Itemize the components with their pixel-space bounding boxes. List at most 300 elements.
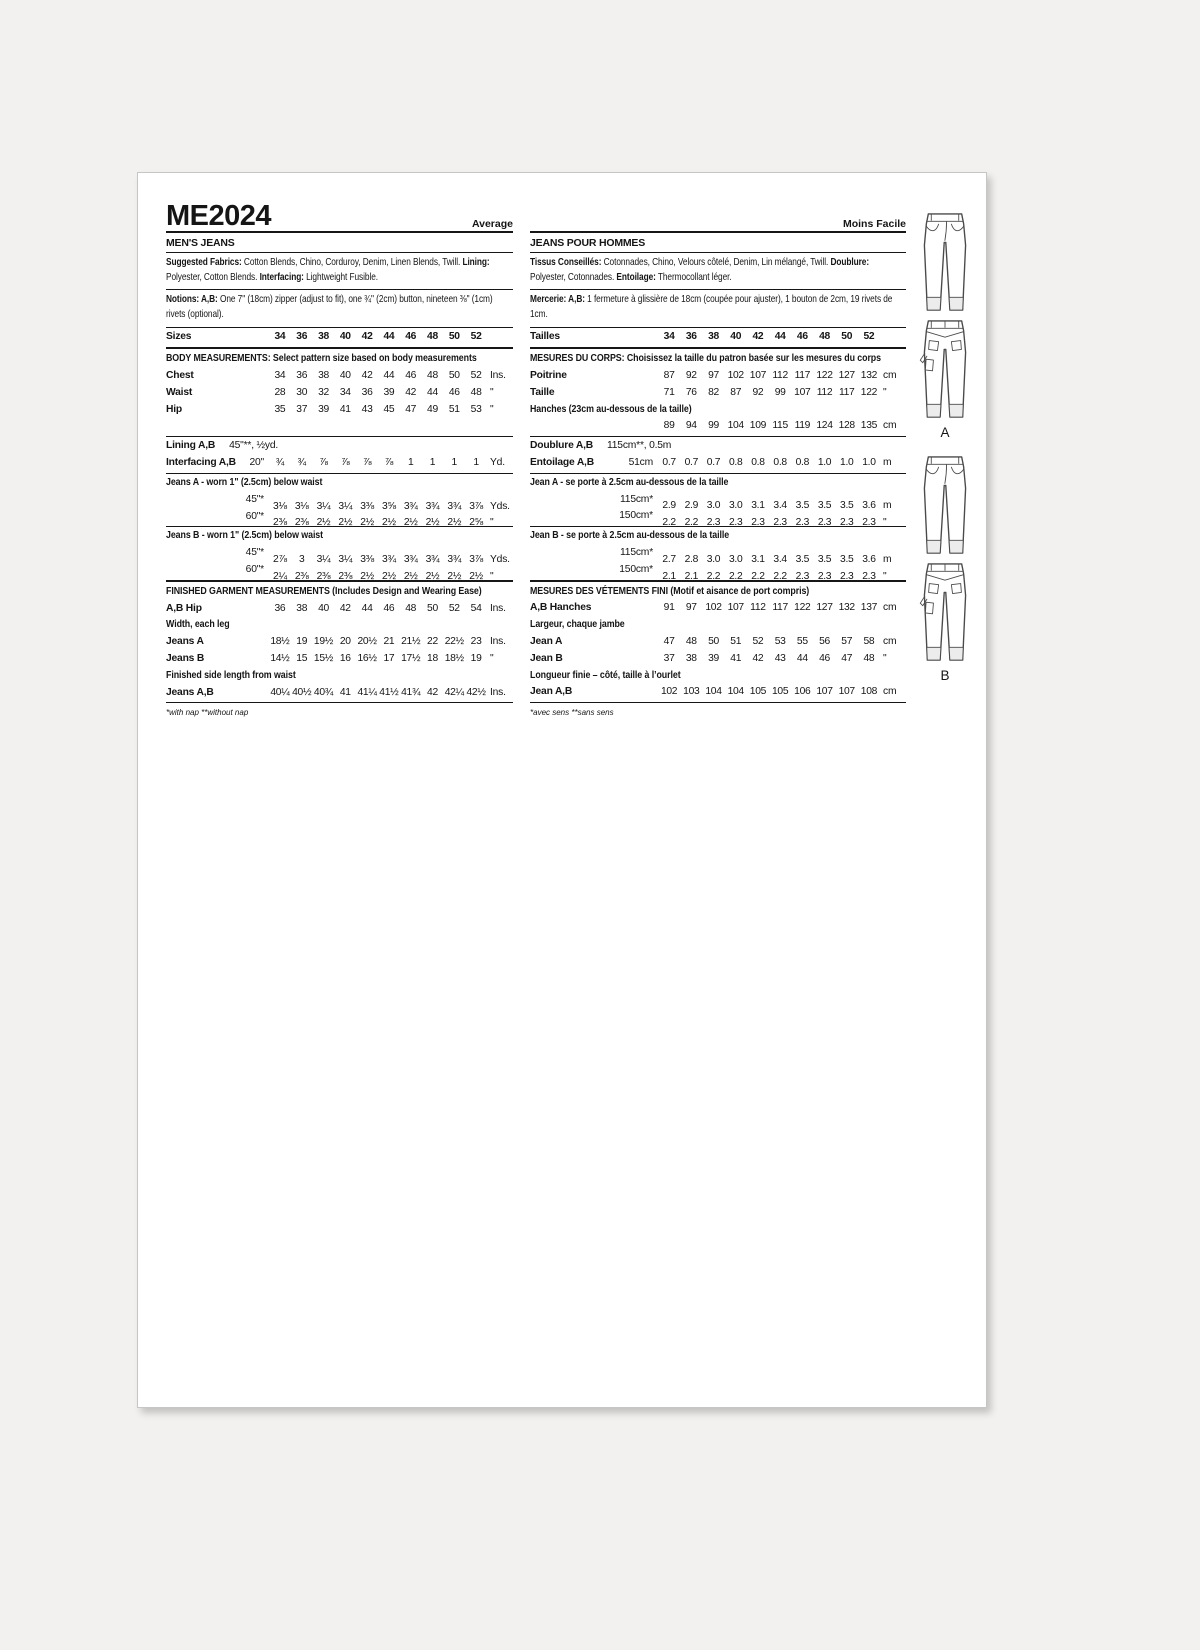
value-cell: 102 <box>727 369 744 381</box>
table-row <box>530 418 906 435</box>
value-cell: 30 <box>296 386 308 398</box>
section-title-french: JEANS POUR HOMMES <box>530 233 906 253</box>
value-cell: 2½ <box>382 570 396 582</box>
row-values <box>658 684 880 701</box>
value-cell: 19½ <box>313 636 334 648</box>
value-cell: 3⅜ <box>360 553 374 565</box>
paragraph-text <box>166 256 513 285</box>
section-heading <box>166 584 513 601</box>
section-heading-text: BODY MEASUREMENTS: Select pattern size based on body measurements <box>166 353 477 365</box>
value-cell: 3.5 <box>795 553 810 565</box>
spacer <box>166 418 513 435</box>
section-title-english: MEN'S JEANS <box>166 233 513 253</box>
row-values <box>269 329 487 346</box>
value-cell: 106 <box>794 686 811 698</box>
row-sublabel: 150cm* <box>619 563 653 575</box>
difficulty-label-english: Average <box>471 218 513 230</box>
value-cell: 3⅛ <box>294 500 309 512</box>
value-cell: 3⅛ <box>273 500 287 512</box>
value-cell: 2½ <box>403 570 418 582</box>
text-run: Entoilage: <box>616 271 656 283</box>
row-label: Jeans B <box>166 652 205 664</box>
section-heading-text: Finished side length from waist <box>166 669 296 681</box>
value-cell: 44 <box>427 386 438 398</box>
value-cell: 53 <box>470 403 482 415</box>
row-unit: " <box>490 517 494 529</box>
section-heading-text: FINISHED GARMENT MEASUREMENTS (Includes Design and Wearing Ease) <box>166 585 482 597</box>
row-values <box>269 385 487 402</box>
value-cell: 2½ <box>382 517 396 529</box>
value-cell: 55 <box>796 635 808 647</box>
pattern-number: ME2024 <box>166 200 272 232</box>
value-cell: 38 <box>318 331 329 343</box>
section-heading-text: Largeur, chaque jambe <box>530 619 625 631</box>
value-cell: 112 <box>816 386 833 398</box>
jeans-b-back-illustration <box>911 561 979 663</box>
value-cell: 40 <box>318 602 329 614</box>
row-label: Lining A,B <box>166 440 216 452</box>
value-cell: 2.9 <box>684 500 699 512</box>
value-cell: 2.2 <box>729 570 743 582</box>
value-cell: 2½ <box>447 517 462 529</box>
value-cell: 54 <box>470 602 482 614</box>
table-row <box>530 545 906 565</box>
paragraph-text <box>530 256 906 285</box>
table-row <box>166 329 513 346</box>
value-cell: 14½ <box>270 652 290 664</box>
row-label-cell <box>530 684 658 701</box>
text-run: Suggested Fabrics: <box>166 257 242 268</box>
text-run: 1 fermeture à glissière de 18cm (coupée pour ajuster), 1 bouton de 2cm, 19 rivets de 1cm. <box>530 294 893 320</box>
value-cell: 2.2 <box>706 570 721 582</box>
value-cell: 15 <box>296 652 308 664</box>
value-cell: 50 <box>448 331 460 343</box>
value-cell: 3.1 <box>751 553 765 565</box>
value-cell: 2⅜ <box>273 517 287 529</box>
value-cell: 2.2 <box>662 517 676 529</box>
value-cell: 56 <box>819 635 830 647</box>
value-cell: 104 <box>727 420 744 432</box>
value-cell: 2.3 <box>795 517 810 529</box>
row-unit: " <box>490 403 494 415</box>
row-label: Interfacing A,B <box>166 457 236 469</box>
value-cell: 52 <box>863 331 875 343</box>
value-cell: 42 <box>752 331 764 343</box>
value-cell: 36 <box>685 331 697 343</box>
row-unit: " <box>883 652 887 664</box>
value-cell: 1.0 <box>862 456 876 468</box>
english-column <box>166 199 513 717</box>
row-unit: " <box>883 517 887 529</box>
footnote: *avec sens **sans sens <box>530 708 614 718</box>
row-label-cell <box>530 385 658 402</box>
value-cell: 2.3 <box>817 570 832 582</box>
value-cell: 2⅜ <box>338 570 353 582</box>
row-label: Hip <box>166 403 182 415</box>
value-cell: 36 <box>361 386 373 398</box>
row-values <box>269 634 487 651</box>
row-unit: Ins. <box>490 636 506 648</box>
value-cell: 47 <box>405 403 417 415</box>
value-cell: 46 <box>405 369 417 381</box>
value-cell: 1 <box>429 457 436 469</box>
text-run: Interfacing: <box>259 271 304 283</box>
value-cell: ¾ <box>275 457 285 469</box>
value-cell: 44 <box>383 331 395 343</box>
row-unit: cm <box>883 686 897 698</box>
header-french <box>530 199 906 233</box>
value-cell: ⅞ <box>341 457 350 469</box>
value-cell: 40½ <box>292 686 312 698</box>
value-cell: 49 <box>427 403 438 415</box>
row-label: Jeans A <box>166 636 204 648</box>
value-cell: 2.3 <box>729 517 743 529</box>
value-cell: 41 <box>339 686 351 698</box>
row-label-cell <box>166 601 269 618</box>
value-cell: 48 <box>427 369 438 381</box>
value-cell: 40 <box>339 331 351 343</box>
value-cell: 38 <box>685 652 697 664</box>
value-cell: 41¾ <box>401 686 421 698</box>
notions-paragraph-french <box>530 290 906 326</box>
row-label-cell <box>530 455 658 472</box>
row-unit: cm <box>883 369 897 381</box>
row-unit: Yds. <box>490 553 510 565</box>
value-cell: 102 <box>660 686 678 698</box>
value-cell: 23 <box>470 636 482 648</box>
text-run: Notions: A,B: <box>166 294 218 306</box>
value-cell: 46 <box>819 652 830 664</box>
value-cell: 3.0 <box>706 500 721 512</box>
fabrics-paragraph-french <box>530 253 906 290</box>
row-sublabel: 51cm <box>628 456 653 468</box>
table-row <box>530 600 906 617</box>
value-cell: 104 <box>727 686 744 698</box>
value-cell: 34 <box>339 386 351 398</box>
table-row <box>166 492 513 512</box>
row-values <box>658 552 880 569</box>
value-cell: 2⅞ <box>273 553 287 565</box>
value-cell: 44 <box>383 369 395 381</box>
text-run: Polyester, Cotonnades. <box>530 271 617 283</box>
value-cell: 71 <box>663 386 675 398</box>
value-cell: 2½ <box>403 517 418 529</box>
value-cell: 0.7 <box>662 456 676 468</box>
value-cell: 45 <box>383 403 395 415</box>
value-cell: 108 <box>860 686 878 698</box>
value-cell: 2⅜ <box>294 517 309 529</box>
value-cell: 2.3 <box>795 570 810 582</box>
row-values <box>269 552 487 569</box>
value-cell: 2⅜ <box>316 570 331 582</box>
row-sublabel: 20" <box>249 457 264 469</box>
row-unit: Ins. <box>490 686 506 698</box>
row-label: Jean A,B <box>530 686 573 698</box>
value-cell: 47 <box>841 652 853 664</box>
fabrics-paragraph-english <box>166 253 513 290</box>
row-label-cell <box>166 509 269 526</box>
value-cell: 137 <box>860 602 878 614</box>
value-cell: 52 <box>470 331 482 343</box>
value-cell: 107 <box>838 686 855 698</box>
value-cell: 3.5 <box>840 500 854 512</box>
table-row <box>166 438 513 455</box>
value-cell: 2⅝ <box>469 517 483 529</box>
paragraph-text <box>530 293 906 322</box>
value-cell: 17½ <box>401 652 421 664</box>
value-cell: 107 <box>749 369 767 381</box>
value-cell: 92 <box>752 386 764 398</box>
value-cell: 42 <box>427 686 438 698</box>
row-label: Chest <box>166 369 194 381</box>
value-cell: 107 <box>816 686 833 698</box>
row-label-cell <box>166 634 269 651</box>
value-cell: 3¾ <box>403 500 418 512</box>
notions-paragraph-english <box>166 290 513 326</box>
section-heading <box>530 668 906 685</box>
value-cell: 122 <box>794 602 811 614</box>
value-cell: 41 <box>730 652 742 664</box>
value-cell: 3.0 <box>729 553 743 565</box>
section-heading-text: Hanches (23cm au-dessous de la taille) <box>530 403 692 415</box>
divider <box>166 436 513 437</box>
table-row <box>530 329 906 346</box>
row-unit: cm <box>883 602 897 614</box>
value-cell: 3⅝ <box>382 500 396 512</box>
value-cell: 16½ <box>357 652 377 664</box>
value-cell: 107 <box>727 602 744 614</box>
value-cell: 48 <box>427 331 438 343</box>
text-run: Mercerie: A,B: <box>530 294 585 306</box>
value-cell: 2.3 <box>751 517 765 529</box>
table-row <box>166 402 513 419</box>
table-row <box>166 455 513 472</box>
value-cell: 3¼ <box>316 553 331 565</box>
value-cell: 19 <box>470 652 482 664</box>
value-cell: 2.2 <box>751 570 765 582</box>
value-cell: 119 <box>794 420 811 432</box>
value-cell: 3.5 <box>795 500 810 512</box>
row-label: Jean B <box>530 652 563 664</box>
value-cell: 2½ <box>316 517 331 529</box>
value-cell: 1 <box>473 457 479 469</box>
row-values <box>269 499 487 516</box>
value-cell: 38 <box>296 602 308 614</box>
value-cell: 3.6 <box>862 500 876 512</box>
row-label-cell <box>530 508 658 525</box>
section-heading-text: Jean B - se porte à 2.5cm au-dessous de la taille <box>530 530 730 542</box>
value-cell: 2.9 <box>662 500 676 512</box>
value-cell: 39 <box>318 403 329 415</box>
figure-label-a: A <box>940 425 950 440</box>
value-cell: 3.0 <box>706 553 721 565</box>
text-run: Polyester, Cotton Blends. <box>166 271 260 283</box>
value-cell: 40¼ <box>270 686 290 698</box>
row-unit: m <box>883 553 892 565</box>
row-label-cell <box>166 545 269 562</box>
row-label: Jean A <box>530 635 563 647</box>
text-run: Cotonnades, Chino, Velours côtelé, Denim, Lin mélangé, Twill. <box>601 257 831 268</box>
value-cell: 2.3 <box>817 517 832 529</box>
value-cell: 51 <box>448 403 460 415</box>
row-values <box>269 368 487 385</box>
value-cell: 16 <box>339 652 351 664</box>
value-cell: 40 <box>730 331 742 343</box>
value-cell: 3.6 <box>862 553 876 565</box>
row-unit: m <box>883 456 892 468</box>
difficulty-label-french: Moins Facile <box>842 218 906 230</box>
value-cell: 3¾ <box>425 553 440 565</box>
value-cell: 2.3 <box>840 517 854 529</box>
value-cell: 3⅜ <box>360 500 374 512</box>
measurement-table-french <box>530 327 906 717</box>
value-cell: 2.3 <box>773 517 787 529</box>
value-cell: 50 <box>448 369 460 381</box>
text-run: Thermocollant léger. <box>655 271 732 283</box>
table-row <box>166 601 513 618</box>
value-cell: 47 <box>663 635 675 647</box>
value-cell: 48 <box>405 602 417 614</box>
value-cell: 0.8 <box>773 456 787 468</box>
row-sublabel: 45"* <box>245 493 264 505</box>
row-values <box>658 634 880 651</box>
value-cell: 105 <box>749 686 767 698</box>
value-cell: 48 <box>819 331 830 343</box>
value-cell: 21½ <box>401 636 421 648</box>
table-row <box>530 634 906 651</box>
table-row <box>530 684 906 701</box>
value-cell: 50 <box>841 331 853 343</box>
value-cell: 58 <box>863 635 875 647</box>
value-cell: 18½ <box>270 636 290 648</box>
value-cell: 3¾ <box>447 500 462 512</box>
value-cell: 0.8 <box>795 456 810 468</box>
value-cell: 122 <box>860 386 878 398</box>
row-label: Jeans A,B <box>166 686 214 698</box>
row-label-cell <box>166 651 269 668</box>
text-run: Lining: <box>462 257 490 268</box>
divider <box>166 327 513 328</box>
jeans-a-back-illustration <box>911 318 979 420</box>
row-label-cell <box>530 600 658 617</box>
pattern-envelope-back-sheet <box>137 172 987 1408</box>
value-cell: 97 <box>708 369 719 381</box>
table-row <box>166 385 513 402</box>
row-sublabel: 150cm* <box>619 510 653 522</box>
row-sublabel: 45"* <box>245 547 264 559</box>
table-row <box>530 651 906 668</box>
value-cell: 35 <box>274 403 286 415</box>
row-label: Entoilage A,B <box>530 456 594 468</box>
value-cell: 34 <box>274 331 286 343</box>
value-cell: 3.0 <box>729 500 743 512</box>
section-heading <box>530 475 906 492</box>
row-unit: m <box>883 500 892 512</box>
value-cell: 2.3 <box>862 517 876 529</box>
value-cell: 3.5 <box>817 553 832 565</box>
value-cell: 41½ <box>379 686 399 698</box>
value-cell: 52 <box>752 635 764 647</box>
value-cell: ⅞ <box>384 457 394 469</box>
row-values <box>658 651 880 668</box>
row-label-cell <box>530 651 658 668</box>
value-cell: 43 <box>361 403 373 415</box>
section-heading <box>166 351 513 368</box>
row-unit: Ins. <box>490 602 506 614</box>
value-cell: 15½ <box>313 652 334 664</box>
value-cell: 32 <box>318 386 329 398</box>
text-run: Doublure: <box>830 257 870 268</box>
value-cell: 92 <box>685 369 697 381</box>
value-cell: 44 <box>361 602 373 614</box>
value-cell: 3⅞ <box>469 500 483 512</box>
value-cell: 50 <box>708 635 719 647</box>
value-cell: 2.3 <box>862 570 876 582</box>
row-label-cell <box>530 545 658 562</box>
value-cell: ⅞ <box>362 457 372 469</box>
value-cell: 2½ <box>338 517 353 529</box>
value-cell: 0.7 <box>684 456 699 468</box>
value-cell: 2⅜ <box>294 570 309 582</box>
value-cell: 41¼ <box>357 686 377 698</box>
value-cell: 97 <box>685 602 697 614</box>
table-row <box>166 634 513 651</box>
value-cell: 42 <box>339 602 351 614</box>
row-values <box>269 601 487 618</box>
row-label-cell <box>166 562 269 579</box>
row-values <box>658 385 880 402</box>
section-heading-text: Longueur finie – côté, taille à l’ourlet <box>530 669 681 681</box>
row-values <box>658 418 880 435</box>
figure-label-b: B <box>940 668 950 683</box>
value-cell: 1 <box>407 457 414 469</box>
section-heading <box>530 617 906 634</box>
value-cell: 36 <box>274 602 286 614</box>
french-column <box>530 199 906 717</box>
value-cell: 3 <box>298 553 305 565</box>
value-cell: 102 <box>705 602 722 614</box>
value-cell: 39 <box>708 652 719 664</box>
divider <box>530 436 906 437</box>
value-cell: ⅞ <box>319 457 328 469</box>
measurement-table-english <box>166 327 513 717</box>
value-cell: 3¼ <box>316 500 331 512</box>
value-cell: 99 <box>774 386 786 398</box>
value-cell: 18½ <box>444 652 464 664</box>
row-value-text: 45"**, ½yd. <box>229 440 279 452</box>
value-cell: 2.1 <box>662 570 676 582</box>
value-cell: 89 <box>663 420 675 432</box>
row-unit: " <box>883 386 887 398</box>
value-cell: 128 <box>838 420 855 432</box>
header-english <box>166 199 513 233</box>
value-cell: 127 <box>816 602 833 614</box>
value-cell: 3⅞ <box>469 553 483 565</box>
row-label-cell <box>166 492 269 509</box>
value-cell: 3.5 <box>817 500 832 512</box>
value-cell: 3.4 <box>773 553 787 565</box>
row-label: Waist <box>166 386 193 398</box>
value-cell: 3¾ <box>403 553 418 565</box>
value-cell: 3¼ <box>338 553 353 565</box>
row-unit: Yd. <box>490 457 505 469</box>
row-unit: " <box>490 570 494 582</box>
value-cell: 37 <box>663 652 675 664</box>
value-cell: 105 <box>771 686 789 698</box>
value-cell: 19 <box>296 636 308 648</box>
row-unit: " <box>490 652 494 664</box>
value-cell: 48 <box>470 386 482 398</box>
